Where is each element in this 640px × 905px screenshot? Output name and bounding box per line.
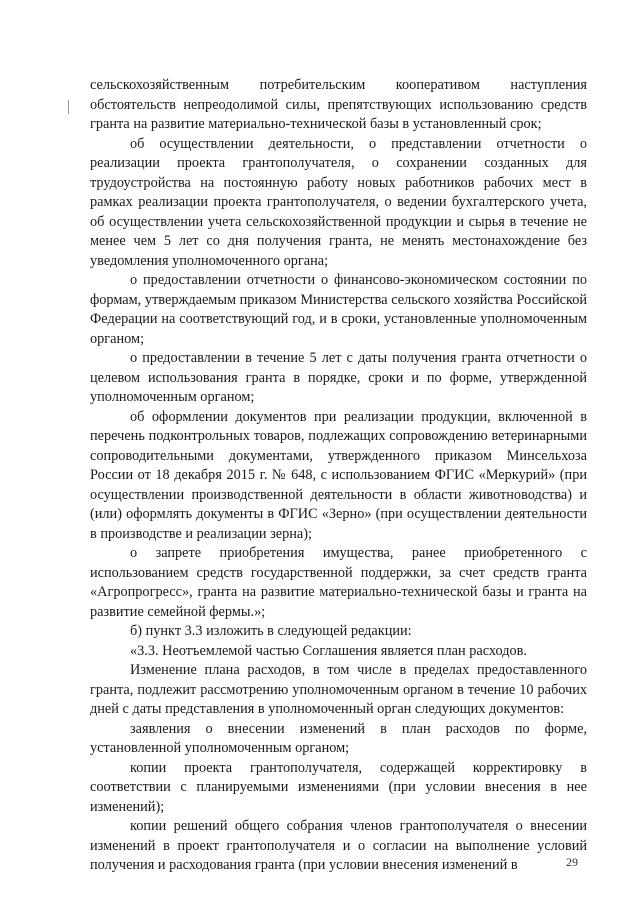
- paragraph-12: копии решений общего собрания членов грантополучателя о внесении изменений в проект грантополучателя и о согласии на выполнение условий получения и расходования гранта (при условии внесения изменений в: [90, 818, 587, 873]
- paragraph-3: о предоставлении отчетности о финансово-экономическом состоянии по формам, утверждаемым приказом Министерства сельского хозяйства Российской Федерации на соответствующий год, и в сроки, установленные уполномоченным органом;: [90, 272, 587, 347]
- paragraph-7: б) пункт 3.3 изложить в следующей редакции:: [130, 623, 412, 639]
- document-body: [90, 76, 587, 876]
- paragraph-9: Изменение плана расходов, в том числе в пределах предоставленного гранта, подлежит рассмотрению уполномоченным органом в течение 10 рабочих дней с даты представления в уполномоченный орган следующих документов:: [90, 662, 587, 717]
- paragraph-10: заявления о внесении изменений в план расходов по форме, установленной уполномоченным органом;: [90, 720, 587, 756]
- paragraph-2: об осуществлении деятельности, о представлении отчетности о реализации проекта грантополучателя, о сохранении созданных для трудоустройства на постоянную работу новых работников рабочих мест в рамках реализации проекта грантополучателя, о ведении бухгалтерского учета, об осуществлении учета сельскохозяйственной продукции и сырья в течение не менее чем 5 лет со дня получения гранта, не менять местонахождение без уведомления уполномоченного органа;: [90, 135, 587, 269]
- paragraph-1: сельскохозяйственным потребительским кооперативом наступления обстоятельств непреодолимой силы, препятствующих использованию средств гранта на развитие материально-технической базы в установленный срок;: [90, 77, 587, 132]
- page-number: 29: [566, 855, 578, 869]
- paragraph-6: о запрете приобретения имущества, ранее приобретенного с использованием средств государственной поддержки, за счет средств гранта «Агропрогресс», гранта на развитие материально-технической базы и гранта на развитие семейной фермы.»;: [90, 545, 587, 620]
- margin-mark: [68, 100, 69, 114]
- paragraph-4: о предоставлении в течение 5 лет с даты получения гранта отчетности о целевом использования гранта в порядке, сроки и по форме, утвержденной уполномоченным органом;: [90, 350, 587, 405]
- paragraph-5: об оформлении документов при реализации продукции, включенной в перечень подконтрольных товаров, подлежащих сопровождению ветеринарными сопроводительными документами, утвержденного приказом Минсельхоза России от 18 декабря 2015 г. № 648, с использованием ФГИС «Меркурий» (при осуществлении производственной деятельности в области животноводства) и (или) оформлять документы в ФГИС «Зерно» (при осуществлении деятельности в производстве и реализации зерна);: [90, 408, 587, 542]
- paragraph-11: копии проекта грантополучателя, содержащей корректировку в соответствии с планируемыми изменениями (при условии внесения в нее изменений);: [90, 759, 587, 815]
- paragraph-8: «3.3. Неотъемлемой частью Соглашения является план расходов.: [130, 642, 527, 659]
